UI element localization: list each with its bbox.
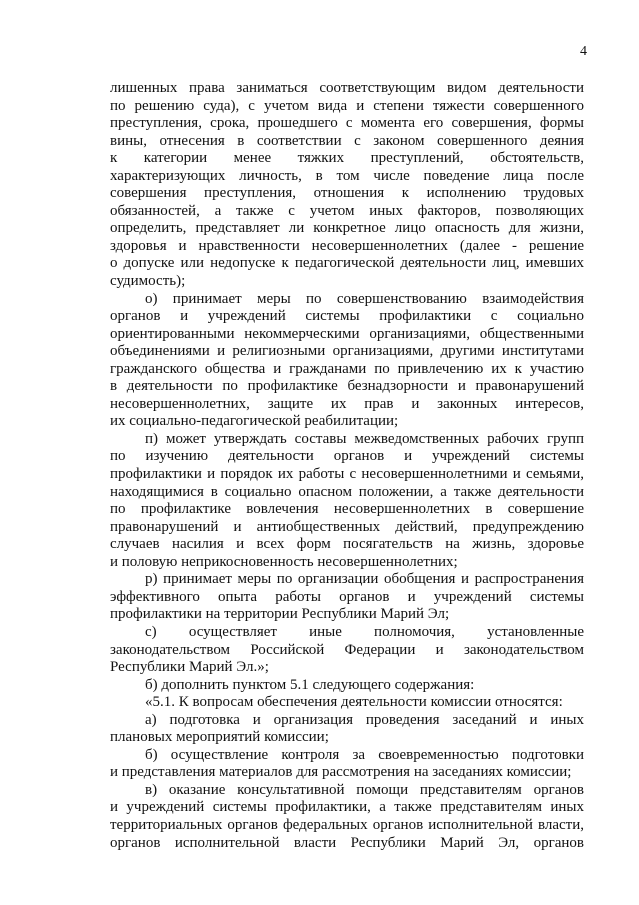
text-line: характеризующих личность, в том числе поведение лица после bbox=[110, 167, 584, 184]
text-line: а) подготовка и организация проведения заседаний и иных bbox=[145, 711, 584, 728]
text-line: их социально-педагогической реабилитации; bbox=[110, 413, 399, 430]
text-line: эффективного опыта работы органов и учреждений системы bbox=[110, 588, 584, 605]
text-line: б) осуществление контроля за своевременностью подготовки bbox=[145, 746, 584, 763]
page-number: 4 bbox=[580, 44, 587, 59]
text-line: по профилактике вовлечения несовершеннолетних в совершение bbox=[110, 501, 584, 518]
text-line: о) принимает меры по совершенствованию взаимодействия bbox=[145, 290, 584, 307]
text-line: объединениями и религиозными организациями, другими институтами bbox=[110, 343, 584, 360]
text-line: лишенных права заниматься соответствующим видом деятельности bbox=[110, 80, 584, 96]
text-line: несовершеннолетних, защите их прав и законных интересов, bbox=[110, 395, 584, 412]
text-line: к категории менее тяжких преступлений, обстоятельств, bbox=[110, 150, 584, 167]
text-line: профилактики на территории Республики Марий Эл; bbox=[110, 606, 450, 623]
text-line: гражданского общества и гражданами по привлечению их к участию bbox=[110, 360, 584, 377]
text-line: обязанностей, а также с учетом иных факторов, позволяющих bbox=[110, 202, 584, 219]
text-line: по изучению деятельности органов и учреждений системы bbox=[110, 448, 584, 465]
text-line: здоровья и нравственности несовершеннолетних (далее - решение bbox=[110, 237, 584, 254]
text-line: в) оказание консультативной помощи представителям органов bbox=[145, 781, 584, 798]
text-line: органов исполнительной власти Республики Марий Эл, органов bbox=[110, 834, 584, 851]
text-line: законодательством Российской Федерации и законодательством bbox=[110, 641, 584, 658]
text-line: органов и учреждений системы профилактики с социально bbox=[110, 308, 584, 325]
text-line: случаев насилия и всех форм посягательств на жизнь, здоровье bbox=[110, 536, 584, 553]
text-line: и учреждений системы профилактики, а также представителям иных bbox=[110, 799, 584, 816]
text-line: р) принимает меры по организации обобщения и распространения bbox=[145, 571, 584, 588]
text-line: ориентированными некоммерческими организациями, общественными bbox=[110, 325, 584, 342]
text-line: совершения преступления, отношения к исполнению трудовых bbox=[110, 185, 584, 202]
text-line: плановых мероприятий комиссии; bbox=[110, 729, 329, 746]
text-line: судимость); bbox=[110, 273, 186, 290]
text-line: Республики Марий Эл.»; bbox=[110, 659, 269, 676]
text-line: о допуске или недопуске к педагогической деятельности лиц, имевших bbox=[110, 255, 584, 272]
text-line: территориальных органов федеральных органов исполнительной власти, bbox=[110, 816, 584, 833]
text-line: и представления материалов для рассмотрения на заседаниях комиссии; bbox=[110, 764, 572, 781]
text-line: и половую неприкосновенность несовершеннолетних; bbox=[110, 553, 458, 570]
text-line: определить, представляет ли конкретное лицо опасность для жизни, bbox=[110, 220, 584, 237]
text-line: «5.1. К вопросам обеспечения деятельности комиссии относятся: bbox=[145, 694, 563, 711]
text-line: находящимися в социально опасном положении, а также деятельности bbox=[110, 483, 584, 500]
document-body bbox=[110, 80, 584, 852]
text-line: в деятельности по профилактике безнадзорности и правонарушений bbox=[110, 378, 584, 395]
text-line: вины, отнесения в соответствии с законом совершенного деяния bbox=[110, 132, 584, 149]
text-line: профилактики и порядок их работы с несовершеннолетними и семьями, bbox=[110, 466, 584, 483]
text-line: п) может утверждать составы межведомственных рабочих групп bbox=[145, 430, 584, 447]
text-line: с) осуществляет иные полномочия, установленные bbox=[145, 623, 584, 640]
text-line: преступления, срока, прошедшего с момента его совершения, формы bbox=[110, 115, 584, 132]
text-line: б) дополнить пунктом 5.1 следующего содержания: bbox=[145, 676, 475, 693]
text-line: правонарушений и антиобщественных действий, предупреждению bbox=[110, 518, 584, 535]
text-line: по решению суда), с учетом вида и степени тяжести совершенного bbox=[110, 97, 584, 114]
